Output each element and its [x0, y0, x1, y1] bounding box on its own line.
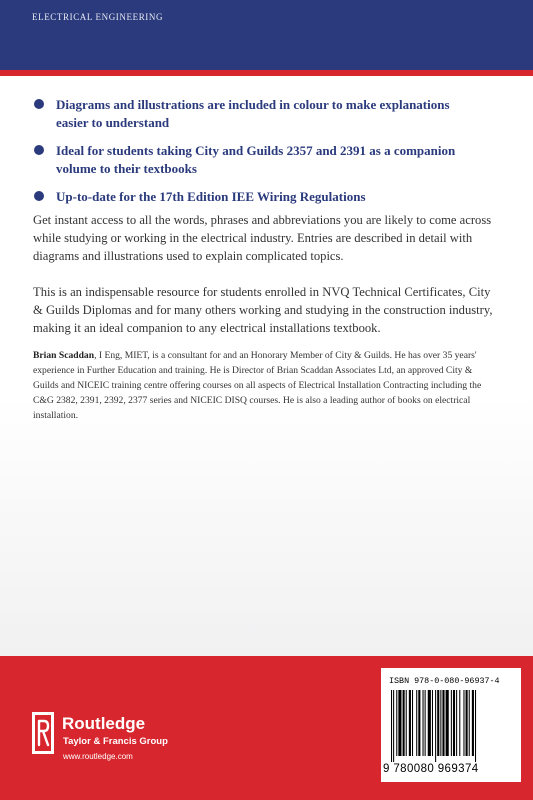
barcode-bar — [396, 690, 397, 756]
barcode-bar — [393, 690, 394, 762]
barcode-bar — [432, 690, 433, 756]
barcode-bar — [463, 690, 464, 756]
barcode-bar — [440, 690, 441, 756]
series-label: ELECTRICAL ENGINEERING — [32, 12, 164, 22]
barcode-bar — [425, 690, 426, 756]
audience-paragraph: This is an indispensable resource for students enrolled in NVQ Technical Certificates, City & Guilds Diplomas and for many others working and studying in the construction industry, making it an ideal companion to any electrical installations textbook. — [33, 285, 493, 335]
barcode-bar — [398, 690, 401, 756]
routledge-logo-icon — [32, 712, 54, 754]
barcode-bar — [459, 690, 460, 756]
feature-item — [34, 142, 484, 178]
barcode-bar — [403, 690, 405, 756]
barcode-bar — [428, 690, 431, 756]
bullet-icon — [34, 99, 44, 109]
feature-item — [34, 96, 484, 132]
barcode-bar — [391, 690, 392, 762]
barcode-bar — [412, 690, 413, 756]
barcode-bar — [437, 690, 439, 756]
author-bio-text: , I Eng, MIET, is a consultant for and an Honorary Member of City & Guilds. He has over 35 years' experience in Further Education and training. He is Director of Brian Scaddan Associates Ltd, an approved City & Guilds and NICEIC training centre offering courses on all aspects of Electrical Installation Contracting including the C&G 2382, 2391, 2392, 2377 series and NICEIC DISQ courses. He is also a leading author of books on electrical installation. — [33, 350, 482, 421]
barcode-bar — [451, 690, 452, 756]
bullet-icon — [34, 145, 44, 155]
top-band — [0, 0, 533, 70]
barcode-bar — [453, 690, 455, 756]
feature-text: Up-to-date for the 17th Edition IEE Wiring Regulations — [56, 189, 366, 204]
feature-text: Diagrams and illustrations are included in colour to make explanations easier to understand — [56, 97, 450, 130]
feature-list — [34, 96, 484, 216]
publisher-name: Routledge — [62, 714, 146, 733]
bullet-icon — [34, 191, 44, 201]
barcode-bar — [469, 690, 470, 756]
barcode-bar — [442, 690, 444, 756]
barcode-bar — [409, 690, 411, 756]
isbn-label: ISBN 978-0-080-96937-4 — [389, 676, 500, 686]
barcode-bar — [446, 690, 449, 756]
barcode-bar — [423, 690, 424, 756]
barcode-bar — [472, 690, 474, 756]
barcode-bar — [418, 690, 420, 756]
barcode-bar — [435, 690, 436, 762]
feature-item — [34, 188, 484, 206]
barcode-bar — [475, 690, 476, 762]
author-bio — [33, 348, 500, 423]
author-name: Brian Scaddan — [33, 350, 95, 361]
barcode-bar — [456, 690, 457, 756]
barcode-panel — [381, 668, 521, 782]
description-paragraph: Get instant access to all the words, phrases and abbreviations you are likely to come across while studying or working in the electrical industry. Entries are described in detail with diagrams and illustrations used to explain complicated topics. — [33, 213, 492, 263]
publisher-website[interactable]: www.routledge.com — [63, 752, 133, 761]
publisher-group: Taylor & Francis Group — [63, 736, 168, 747]
barcode-icon — [391, 690, 511, 762]
barcode-bar — [406, 690, 407, 756]
barcode-bar — [466, 690, 468, 756]
feature-text: Ideal for students taking City and Guilds 2357 and 2391 as a companion volume to their textbooks — [56, 143, 456, 176]
barcode-bar — [416, 690, 417, 756]
barcode-digits: 9 780080 969374 — [383, 763, 479, 775]
